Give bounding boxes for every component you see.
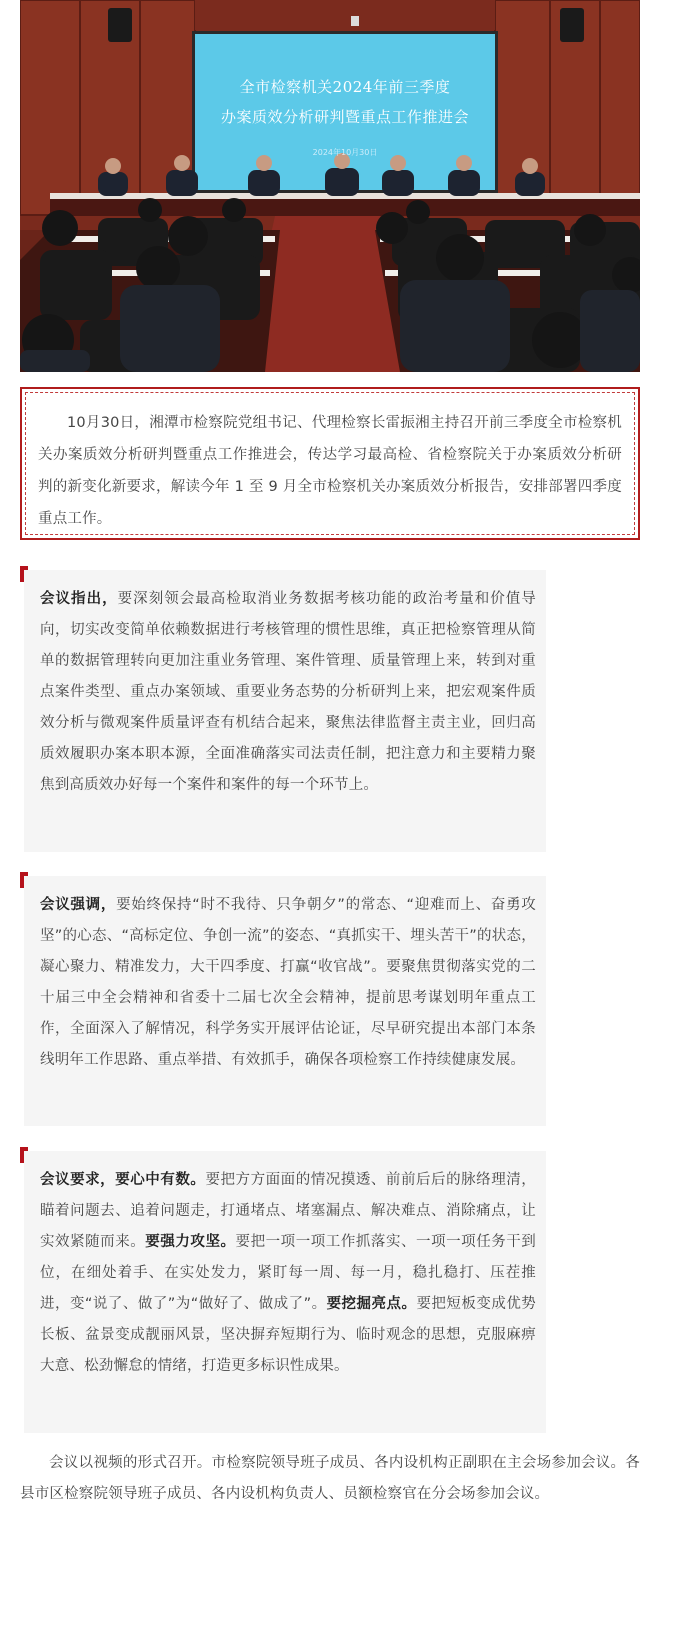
section-lead-3: 要挖掘亮点。 [326, 1296, 417, 1312]
section-lead-2: 要强力攻坚。 [145, 1234, 236, 1250]
section-body: 要把方方面面的情况摸透、前前后后的脉络理清，瞄着问题去、追着问题走，打通堵点、堵塞漏点、解决难点、消除痛点，让实效紧随而来。 [40, 1172, 536, 1250]
screen-title [195, 72, 495, 132]
section-meeting-pointed-out [24, 570, 546, 852]
screen-title-line2: 办案质效分析研判暨重点工作推进会 [220, 108, 469, 126]
section-body-2: 要把一项一项工作抓落实、一项一项任务干到位，在细处着手、在实处发力，紧盯每一周、每一月，稳扎稳打、压茬推进，变“说了、做了”为“做好了、做成了”。 [40, 1234, 537, 1312]
section-lead: 会议强调， [40, 897, 117, 913]
section-lead: 会议指出， [40, 591, 118, 607]
screen-title-line1: 全市检察机关2024年前三季度 [239, 78, 451, 96]
section-paragraph [40, 890, 536, 1076]
section-lead: 会议要求，要心中有数。 [40, 1172, 206, 1188]
intro-box-inner [25, 392, 635, 535]
screen-date: 2024年10月30日 [312, 148, 378, 157]
section-body: 要始终保持“时不我待、只争朝夕”的常态、“迎难而上、奋勇攻坚”的心态、“高标定位、争创一流”的姿态、“真抓实干、埋头苦干”的状态，凝心聚力、精准发力，大干四季度、打赢“收官战”。要聚焦贯彻落实党的二十届三中全会精神和省委十二届七次全会精神，提前思考谋划明年重点工作，全面深入了解情况，科学务实开展评估论证，尽早研究提出本部门本条线明年工作思路、重点举措、有效抓手，确保各项检察工作持续健康发展。 [40, 897, 536, 1068]
section-paragraph [40, 584, 536, 801]
conference-photo-graphic [20, 0, 640, 372]
intro-text: 10月30日，湘潭市检察院党组书记、代理检察长雷振湘主持召开前三季度全市检察机关办案质效分析研判暨重点工作推进会，传达学习最高检、省检察院关于办案质效分析研判的新变化新要求，解读今年 1 至 9 月全市检察机关办案质效分析报告，安排部署四季度重点工作。 [38, 415, 622, 527]
section-paragraph [40, 1165, 536, 1382]
section-meeting-emphasized [24, 876, 546, 1126]
section-meeting-required [24, 1151, 546, 1433]
closing-paragraph: 会议以视频的形式召开。市检察院领导班子成员、各内设机构正副职在主会场参加会议。各县市区检察院领导班子成员、各内设机构负责人、员额检察官在分会场参加会议。 [20, 1455, 640, 1502]
section-body: 要深刻领会最高检取消业务数据考核功能的政治考量和价值导向，切实改变简单依赖数据进行考核管理的惯性思维，真正把检察管理从简单的数据管理转向更加注重业务管理、案件管理、质量管理上来，转到对重点案件类型、重点办案领域、重要业务态势的分析研判上来，把宏观案件质效分析与微观案件质量评查有机结合起来，聚焦法律监督主责主业，回归高质效履职办案本职本源，全面准确落实司法责任制，把注意力和主要精力聚焦到高质效办好每一个案件和案件的每一个环节上。 [40, 591, 537, 793]
section-body-3: 要把短板变成优势长板、盆景变成靓丽风景，坚决摒弃短期行为、临时观念的思想，克服麻痹大意、松劲懈怠的情绪，打造更多标识性成果。 [40, 1296, 536, 1374]
conference-photo [20, 0, 640, 372]
intro-box [20, 387, 640, 540]
